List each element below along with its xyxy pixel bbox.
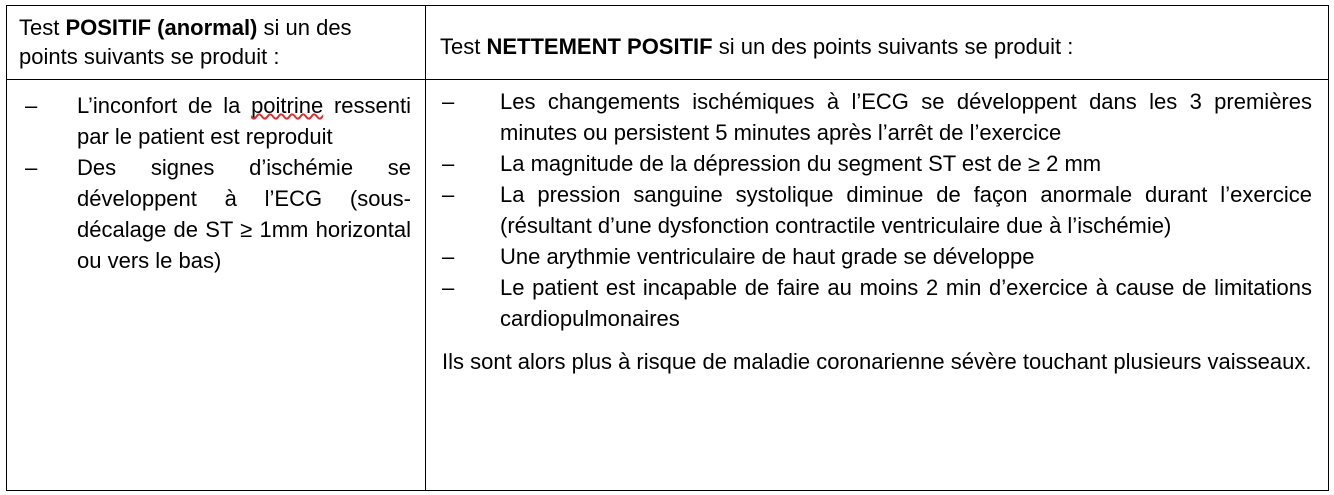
dash-bullet-icon: – <box>25 155 38 180</box>
list-item <box>25 90 411 152</box>
spellcheck-flagged-word: poitrine <box>251 93 324 118</box>
header-left-bold: POSITIF (anormal) <box>65 15 258 40</box>
header-right-bold: NETTEMENT POSITIF <box>486 34 713 59</box>
list-item-text-before: L’inconfort de la <box>77 93 252 118</box>
list-item-text: Les changements ischémiques à l’ECG se développent dans les 3 premières minutes ou persistent 5 minutes après l’arrêt de l’exercice <box>500 89 1312 145</box>
list-item <box>442 86 1312 148</box>
header-right-prefix: Test <box>440 34 487 59</box>
stress-test-criteria-table <box>6 5 1329 491</box>
clearly-positive-criteria-list <box>442 86 1312 334</box>
header-cell-clearly-positive <box>426 6 1329 80</box>
list-item <box>442 272 1312 334</box>
dash-bullet-icon: – <box>442 151 455 176</box>
body-cell-positive <box>7 80 426 491</box>
table-header-row <box>7 6 1329 80</box>
dash-bullet-icon: – <box>442 89 455 114</box>
header-left-prefix: Test <box>19 15 66 40</box>
list-item-text-after: ressenti par le patient est reproduit <box>77 93 411 149</box>
list-item <box>25 152 411 276</box>
list-item <box>442 179 1312 241</box>
table-body-row <box>7 80 1329 491</box>
dash-bullet-icon: – <box>442 244 455 269</box>
body-cell-clearly-positive <box>426 80 1329 491</box>
list-item-text: Le patient est incapable de faire au moins 2 min d’exercice à cause de limitations cardiopulmonaires <box>500 275 1312 331</box>
list-item-text: La pression sanguine systolique diminue de façon anormale durant l’exercice (résultant d’une dysfonction contractile ventriculaire due à l’ischémie) <box>500 182 1312 238</box>
dash-bullet-icon: – <box>442 275 455 300</box>
dash-bullet-icon: – <box>25 93 38 118</box>
header-left-suffix: si un des points suivants se produit : <box>19 15 352 69</box>
document-page <box>6 5 1328 491</box>
positive-criteria-list <box>25 90 411 276</box>
list-item-text: La magnitude de la dépression du segment ST est de ≥ 2 mm <box>500 151 1102 176</box>
dash-bullet-icon: – <box>442 182 455 207</box>
list-item-text: Des signes d’ischémie se développent à l’ECG (sous-décalage de ST ≥ 1mm horizontal ou vers le bas) <box>77 155 411 273</box>
header-right-suffix: si un des points suivants se produit : <box>712 34 1074 59</box>
list-item <box>442 241 1312 272</box>
list-item-text: Une arythmie ventriculaire de haut grade se développe <box>500 244 1035 269</box>
header-cell-positive <box>7 6 426 80</box>
list-item <box>442 148 1312 179</box>
risk-note: Ils sont alors plus à risque de maladie coronarienne sévère touchant plusieurs vaisseaux. <box>442 349 1312 374</box>
